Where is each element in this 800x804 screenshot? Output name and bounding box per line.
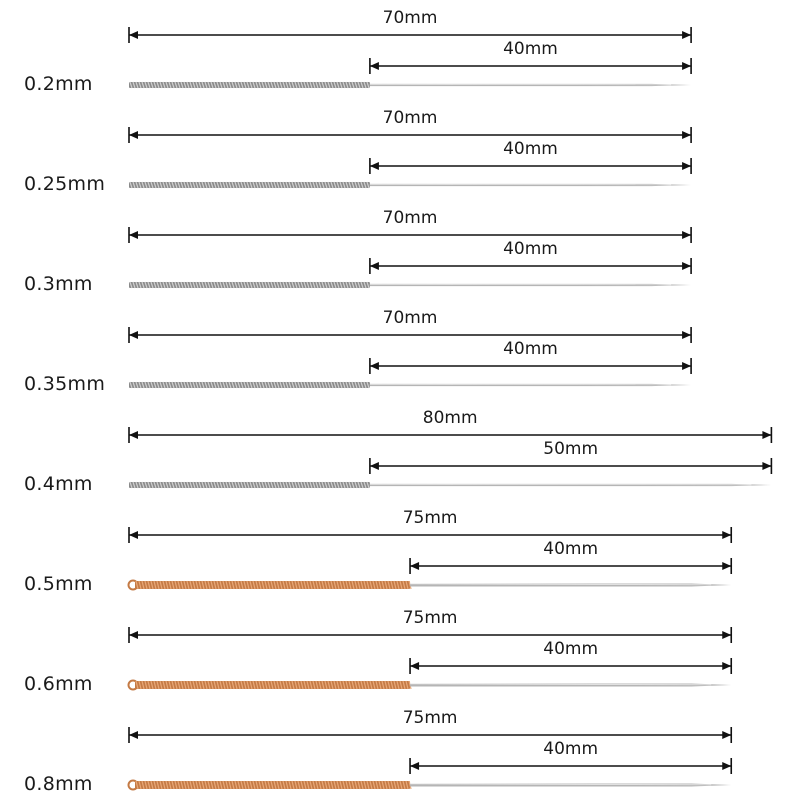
gauge-label-3: 0.35mm — [24, 373, 106, 395]
total-length-dimension-5-arrow-left — [129, 531, 138, 539]
needle-length-label-5: 40mm — [543, 539, 599, 559]
needle-length-dimension-3-arrow-right — [682, 362, 691, 370]
gauge-label-6: 0.6mm — [24, 673, 93, 695]
total-length-dimension-0-arrow-right — [682, 31, 691, 39]
total-length-label-4: 80mm — [422, 408, 478, 428]
total-length-dimension-3-arrow-left — [129, 331, 138, 339]
needle-length-label-2: 40mm — [503, 239, 558, 259]
needle-length-dimension-7-arrow-right — [722, 762, 731, 770]
gauge-label-5: 0.5mm — [24, 573, 93, 595]
total-length-label-5: 75mm — [402, 508, 458, 528]
total-length-dimension-7-arrow-right — [722, 731, 731, 739]
total-length-label-6: 75mm — [402, 608, 458, 628]
needle-length-dimension-1-arrow-left — [370, 162, 379, 170]
needle-length-dimension-3-arrow-left — [370, 362, 379, 370]
needle-highlight-4 — [370, 484, 752, 485]
total-length-label-0: 70mm — [382, 8, 438, 28]
total-length-dimension-2-arrow-right — [682, 231, 691, 239]
needle-length-dimension-6-arrow-left — [410, 662, 419, 670]
needle-length-label-3: 40mm — [503, 339, 558, 359]
needle-length-dimension-4-arrow-right — [762, 462, 771, 470]
total-length-dimension-5-arrow-right — [722, 531, 731, 539]
gauge-label-2: 0.3mm — [24, 273, 93, 295]
needle-length-label-7: 40mm — [543, 739, 599, 759]
needle-length-label-0: 40mm — [503, 39, 558, 59]
total-length-dimension-4-arrow-right — [762, 431, 771, 439]
needle-length-dimension-5-arrow-right — [722, 562, 731, 570]
needle-length-dimension-5-arrow-left — [410, 562, 419, 570]
needle-highlight-1 — [370, 184, 671, 185]
needle-length-dimension-4-arrow-left — [370, 462, 379, 470]
needle-length-label-6: 40mm — [543, 639, 599, 659]
total-length-dimension-7-arrow-left — [129, 731, 138, 739]
gauge-label-4: 0.4mm — [24, 473, 93, 495]
total-length-dimension-3-arrow-right — [682, 331, 691, 339]
gauge-label-1: 0.25mm — [24, 173, 106, 195]
needle-length-dimension-7-arrow-left — [410, 762, 419, 770]
total-length-label-2: 70mm — [382, 208, 438, 228]
total-length-label-7: 75mm — [402, 708, 458, 728]
needle-highlight-0 — [370, 84, 671, 85]
needle-length-dimension-2-arrow-right — [682, 262, 691, 270]
total-length-dimension-4-arrow-left — [129, 431, 138, 439]
needle-length-dimension-1-arrow-right — [682, 162, 691, 170]
gauge-label-7: 0.8mm — [24, 773, 93, 795]
total-length-dimension-1-arrow-left — [129, 131, 138, 139]
needle-length-label-1: 40mm — [503, 139, 558, 159]
needle-length-dimension-2-arrow-left — [370, 262, 379, 270]
total-length-dimension-0-arrow-left — [129, 31, 138, 39]
total-length-dimension-1-arrow-right — [682, 131, 691, 139]
needle-length-dimension-6-arrow-right — [722, 662, 731, 670]
total-length-label-1: 70mm — [382, 108, 438, 128]
total-length-label-3: 70mm — [382, 308, 438, 328]
needle-length-label-4: 50mm — [543, 439, 599, 459]
needle-highlight-2 — [370, 284, 671, 285]
needle-length-dimension-0-arrow-right — [682, 62, 691, 70]
total-length-dimension-6-arrow-left — [129, 631, 138, 639]
total-length-dimension-2-arrow-left — [129, 231, 138, 239]
needle-length-dimension-0-arrow-left — [370, 62, 379, 70]
total-length-dimension-6-arrow-right — [722, 631, 731, 639]
gauge-label-0: 0.2mm — [24, 73, 93, 95]
needle-highlight-3 — [370, 384, 671, 385]
